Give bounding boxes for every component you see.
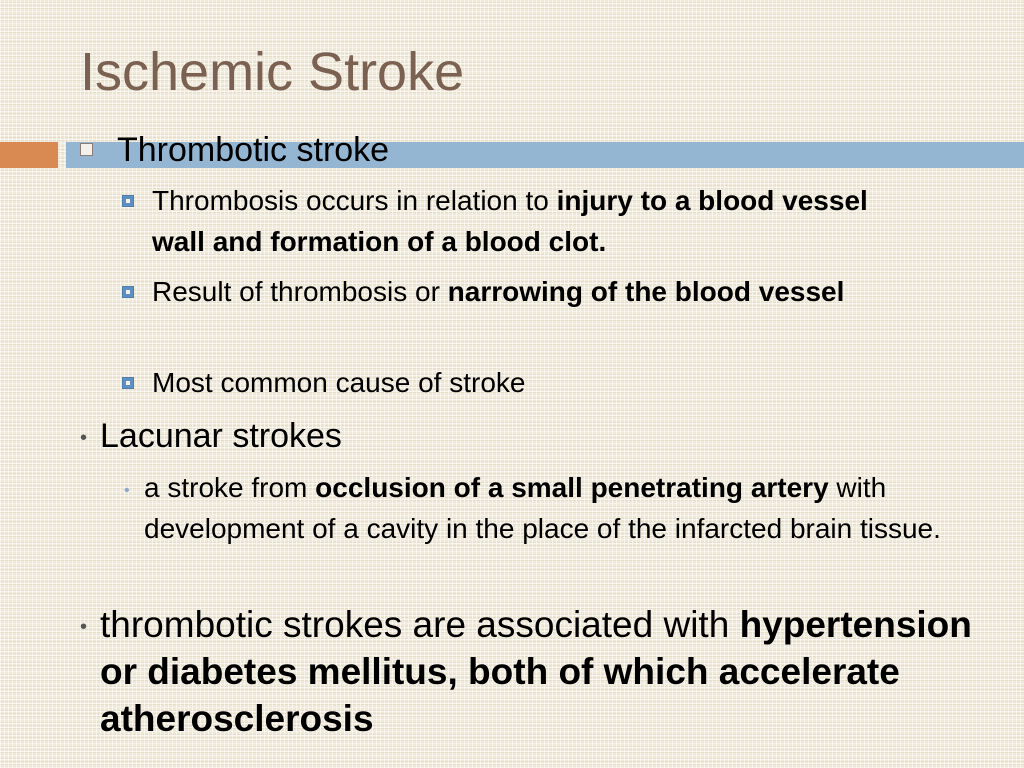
- sub-bullet-thrombosis: [122, 180, 922, 262]
- bullet-associated-conditions: [80, 601, 980, 742]
- bullet-text: Thrombotic stroke: [117, 131, 390, 169]
- sub-bullet-text: Result of thrombosis or narrowing of the blood vessel: [152, 276, 845, 307]
- bullet-text: thrombotic strokes are associated with hypertension or diabetes mellitus, both of which accelerate atherosclerosis: [100, 604, 972, 739]
- accent-bar-orange: [0, 142, 58, 168]
- square-bullet-icon: [122, 195, 134, 207]
- sub-bullet-text: Thrombosis occurs in relation to injury to a blood vessel wall and formation of a blood clot.: [152, 185, 868, 257]
- sub-bullet-common-cause: [122, 362, 922, 403]
- square-bullet-icon: [122, 286, 134, 298]
- bullet-text: Lacunar strokes: [100, 417, 342, 455]
- hollow-square-bullet-icon: [80, 143, 93, 156]
- bullet-thrombotic-stroke: [80, 128, 389, 172]
- sub-bullet-text: a stroke from occlusion of a small penetrating artery with development of a cavity in the place of the infarcted brain tissue.: [144, 472, 941, 544]
- bullet-lacunar-strokes: [80, 414, 980, 458]
- slide-title: Ischemic Stroke: [80, 42, 465, 102]
- sub-bullet-result: [122, 271, 922, 312]
- dot-bullet-icon: •: [80, 427, 88, 449]
- sub-bullet-lacunar-definition: [124, 467, 984, 549]
- sub-bullet-text: Most common cause of stroke: [152, 367, 526, 398]
- square-bullet-icon: [122, 377, 134, 389]
- dot-bullet-icon: •: [80, 616, 88, 638]
- dot-bullet-icon: •: [124, 482, 130, 499]
